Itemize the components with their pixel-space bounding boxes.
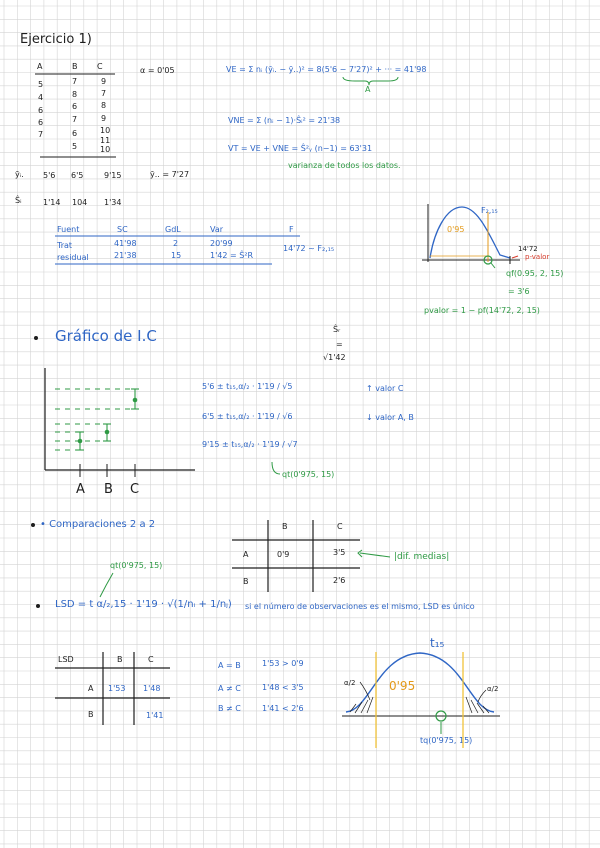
anova-var: 20'99 (210, 239, 233, 248)
ve-brace-label: A (365, 85, 371, 94)
lsd-bullet (36, 604, 40, 608)
data-cell: 4 (38, 93, 44, 102)
data-cell: 8 (72, 90, 78, 99)
comp-row-header: B (243, 577, 249, 586)
ic-axis-label-c: C (130, 482, 140, 497)
f-quantile-value: = 3'6 (508, 287, 530, 296)
anova-header: F (289, 225, 294, 234)
ic-line-c: 9'15 ± t₁₅,α/₂ · 1'19 / √7 (202, 440, 298, 449)
anova-sc: 21'38 (114, 251, 137, 260)
vt-note: varianza de todos los datos. (288, 161, 401, 170)
t-tail-left: α/2 (344, 679, 356, 687)
note-increase-c: ↑ valor C (366, 384, 404, 393)
anova-var: 1'42 = Ŝ²R (210, 251, 254, 260)
data-cell: 7 (101, 89, 107, 98)
f-stat-label: 14'72 (518, 245, 538, 253)
lsd-result-ab: A = B (218, 661, 241, 670)
ic-mean-a (78, 439, 83, 444)
data-cell: 7 (38, 130, 44, 139)
sr-equals: = (336, 340, 343, 349)
anova-sc: 41'98 (114, 239, 137, 248)
comp-cell-ac: 3'5 (333, 548, 346, 557)
ve-formula: VE = Σ nᵢ (ȳᵢ. − ȳ..)² = 8(5'6 − 7'27)² + ··· = 41'98 (226, 65, 427, 74)
data-cell: 10 (100, 145, 111, 154)
lsd-compare-bc: 1'41 < 2'6 (262, 704, 304, 713)
data-cell: 6 (72, 102, 78, 111)
ic-plot (45, 368, 195, 477)
t-right-tail-hatch (466, 697, 489, 713)
lsd-remark: si el número de observaciones es el mismo, LSD es único (245, 602, 475, 611)
ic-mean-c (133, 398, 138, 403)
f-dist-label: F₂,₁₅ (481, 206, 498, 215)
f-area-label: 0'95 (447, 225, 465, 234)
anova-header: Fuent (57, 225, 80, 234)
sd-c: 1'34 (104, 198, 122, 207)
data-header-c: C (97, 62, 103, 71)
data-cell: 5 (38, 80, 44, 89)
pvalor-tag: p-valor (525, 253, 550, 261)
lsd-cell-ab: 1'53 (108, 684, 126, 693)
comp-bullet (31, 523, 35, 527)
lsd-result-bc: B ≠ C (218, 704, 241, 713)
f-quantile-arrow (491, 263, 495, 268)
sd-a: 1'14 (43, 198, 61, 207)
lsd-cell-ac: 1'48 (143, 684, 161, 693)
anova-header: SC (117, 225, 128, 234)
lsd-row-header: A (88, 684, 94, 693)
data-header-a: A (37, 62, 43, 71)
mean-c: 9'15 (104, 171, 122, 180)
lsd-compare-ac: 1'48 < 3'5 (262, 683, 304, 692)
f-density-curve (430, 207, 510, 258)
sd-label: Ŝᵢ (15, 196, 22, 205)
means-label: ȳᵢ. (15, 170, 24, 179)
lsd-compare-ab: 1'53 > 0'9 (262, 659, 304, 668)
lsd-formula: LSD = t α/₂,15 · 1'19 · √(1/nᵢ + 1/nⱼ) (55, 599, 232, 610)
pvalor-formula: pvalor = 1 − pf(14'72, 2, 15) (424, 306, 540, 315)
mean-b: 6'5 (71, 171, 84, 180)
f-distribution-plot (422, 204, 520, 268)
ic-qt-arrow (272, 462, 280, 474)
ic-mean-b (105, 430, 110, 435)
comp-cell-ab: 0'9 (277, 550, 290, 559)
t-distribution-plot (342, 652, 500, 748)
comp-row-header: A (243, 550, 249, 559)
comp-note: |dif. medias| (394, 552, 450, 562)
data-cell: 7 (72, 77, 78, 86)
data-cell: 6 (38, 118, 44, 127)
data-cell: 6 (38, 106, 44, 115)
ic-bullet (34, 336, 38, 340)
anova-source: Trat (57, 241, 73, 250)
sr-symbol: Ŝᵣ (333, 325, 341, 334)
data-cell: 6 (72, 129, 78, 138)
lsd-table-title: LSD (58, 655, 74, 664)
ic-line-b: 6'5 ± t₁₅,α/₂ · 1'19 / √6 (202, 412, 293, 421)
data-cell: 7 (72, 115, 78, 124)
anova-header: Var (210, 225, 224, 234)
vne-formula: VNE = Σ (nᵢ − 1)·Ŝᵢ² = 21'38 (228, 116, 341, 125)
ic-axis-label-b: B (104, 482, 113, 497)
anova-header: GdL (165, 225, 181, 234)
lsd-result-ac: A ≠ C (218, 684, 241, 693)
t-density-curve (346, 653, 494, 712)
exercise-title: Ejercicio 1) (20, 32, 92, 47)
data-header-b: B (72, 62, 78, 71)
anova-gdl: 2 (173, 239, 179, 248)
sd-b: 104 (72, 198, 88, 207)
lsd-col-header: C (148, 655, 154, 664)
ve-brace (343, 77, 398, 85)
lsd-row-header: B (88, 710, 94, 719)
anova-gdl: 15 (171, 251, 182, 260)
data-cell: 9 (101, 77, 107, 86)
data-cell: 11 (100, 136, 111, 145)
t-tail-right-pointer (478, 690, 486, 702)
grand-mean: ȳ.. = 7'27 (150, 170, 190, 179)
t-dist-label: t₁₅ (430, 636, 445, 650)
data-cell: 8 (101, 101, 107, 110)
lsd-cell-bc: 1'41 (146, 711, 164, 720)
comparaciones-title: • Comparaciones 2 a 2 (40, 519, 156, 530)
lsd-qt-arrow (100, 573, 113, 597)
t-area-label: 0'95 (389, 679, 416, 693)
t-quantile: tq(0'975, 15) (420, 736, 473, 745)
comp-table-lines (232, 520, 360, 592)
ic-line-a: 5'6 ± t₁₅,α/₂ · 1'19 / √5 (202, 382, 293, 391)
data-cell: 5 (72, 142, 78, 151)
ic-section-title: Gráfico de I.C (55, 327, 157, 345)
lsd-col-header: B (117, 655, 123, 664)
lsd-table-lines (55, 652, 170, 725)
data-cell: 9 (101, 114, 107, 123)
mean-a: 5'6 (43, 171, 56, 180)
pvalor-arrow (512, 256, 518, 258)
anova-f: 14'72 ~ F₂,₁₅ (283, 244, 335, 253)
alpha-label: α = 0'05 (140, 66, 175, 75)
comp-cell-bc: 2'6 (333, 576, 346, 585)
lsd-qt-note: qt(0'975, 15) (110, 561, 163, 570)
note-decrease-ab: ↓ valor A, B (366, 413, 414, 422)
ic-qt-note: qt(0'975, 15) (282, 470, 335, 479)
f-quantile: qf(0.95, 2, 15) (506, 269, 564, 278)
ic-axis-label-a: A (76, 482, 85, 497)
sr-value: √1'42 (323, 353, 346, 362)
comp-col-header: B (282, 522, 288, 531)
vt-formula: VT = VE + VNE = Ŝ²ᵧ (n−1) = 63'31 (228, 144, 373, 153)
t-tail-right: α/2 (487, 685, 499, 693)
comp-note-arrow (360, 553, 390, 557)
comp-col-header: C (337, 522, 343, 531)
data-cell: 10 (100, 126, 111, 135)
anova-source: residual (57, 253, 89, 262)
